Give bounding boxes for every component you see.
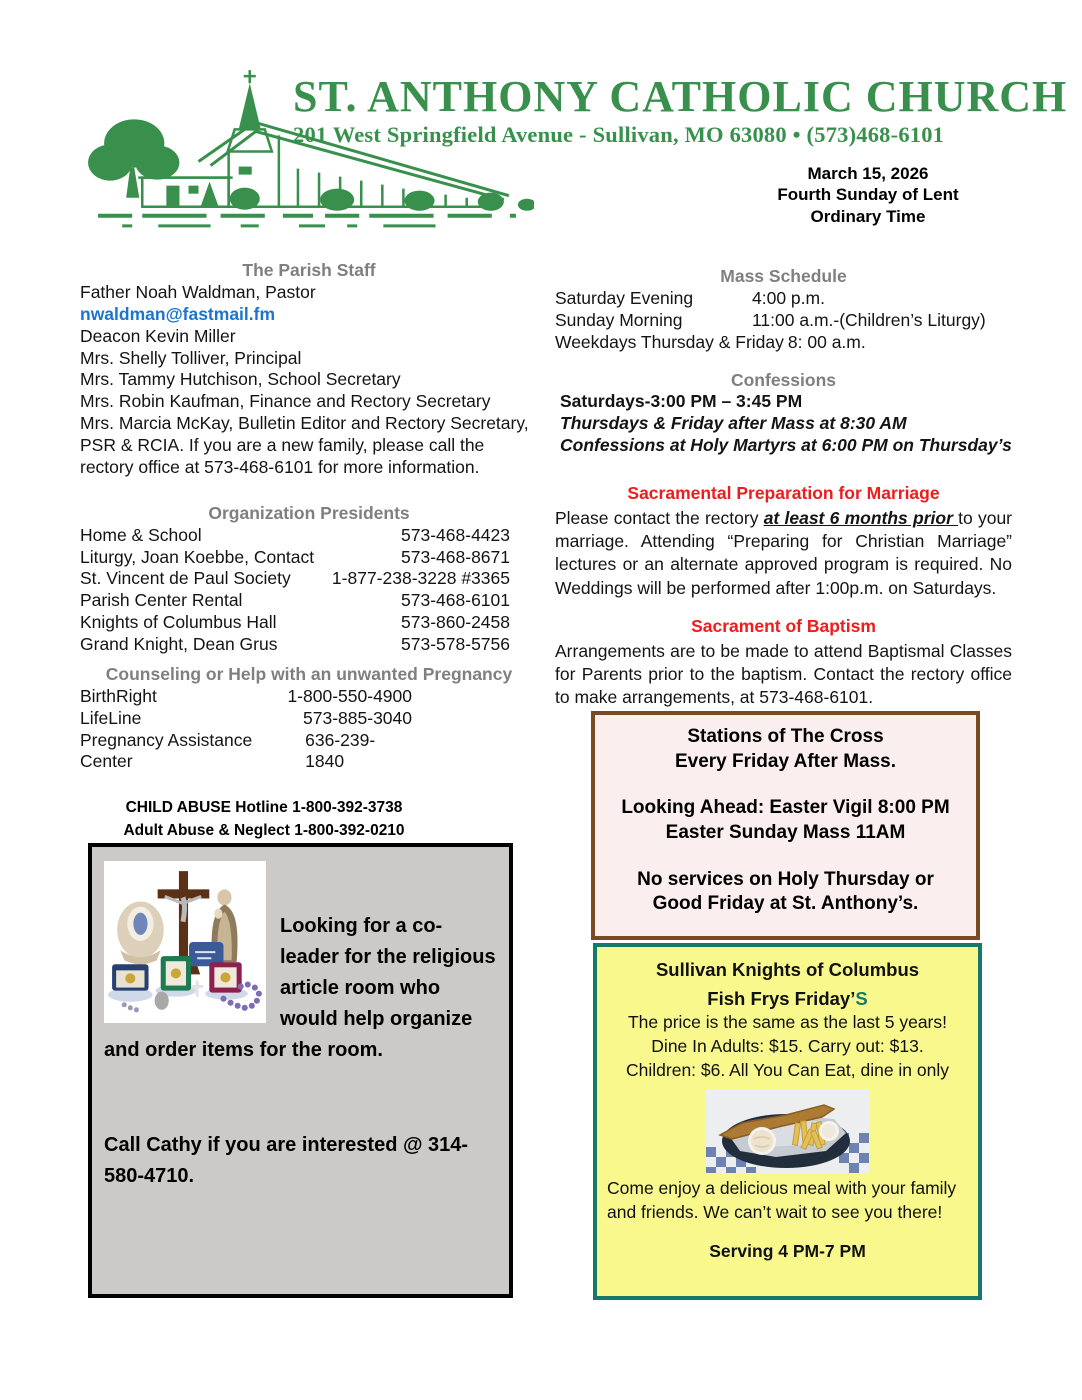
pastor-email-link[interactable]: nwaldman@fastmail.fm (80, 303, 276, 324)
org-phone: 573-860-2458 (401, 612, 510, 633)
org-phone: 573-578-5756 (401, 634, 510, 654)
staff-member: Mrs. Shelly Tolliver, Principal (80, 347, 302, 368)
mass-schedule-row (555, 288, 1012, 310)
staff-member: Mrs. Tammy Hutchison, School Secretary (80, 369, 401, 390)
counseling-phone: 1-800-550-4900 (287, 685, 412, 706)
confessions-weekday: Thursdays & Friday after Mass at 8:30 AM (560, 413, 907, 434)
contact-row (80, 525, 510, 547)
mass-time: 4:00 p.m. (752, 287, 825, 308)
org-name: Home & School (80, 524, 202, 545)
contact-row (80, 686, 412, 708)
org-presidents-heading: Organization Presidents (208, 502, 410, 523)
religious-article-notice-box (88, 843, 513, 1298)
mass-schedule-row (555, 332, 1012, 354)
fish-frys-subtitle-main: Fish Frys Friday’ (707, 988, 856, 1010)
co-leader-contact-text: Call Cathy if you are interested @ 314-580-4710. (104, 1134, 469, 1187)
fish-fry-price-line: Children: $6. All You Can Eat, dine in only (626, 1059, 949, 1080)
fish-fry-serving-time: Serving 4 PM-7 PM (709, 1241, 866, 1262)
marriage-emphasis: at least 6 months prior (763, 507, 959, 528)
fish-fry-box (593, 943, 982, 1300)
staff-pastor: Father Noah Waldman, Pastor (80, 281, 316, 302)
org-name: Knights of Columbus Hall (80, 612, 277, 633)
org-name: St. Vincent de Paul Society (80, 568, 291, 589)
no-services-line: No services on Holy Thursday or (637, 868, 934, 890)
bulletin-date-block (768, 163, 968, 227)
contact-row (80, 730, 412, 774)
counseling-name: LifeLine (80, 707, 142, 728)
org-phone: 573-468-6101 (401, 590, 510, 611)
contact-row (80, 568, 510, 590)
stations-line: Stations of The Cross (687, 726, 884, 747)
knights-of-columbus-title: Sullivan Knights of Columbus (655, 959, 920, 980)
stations-line: Every Friday After Mass. (674, 750, 897, 772)
easter-sunday-line: Easter Sunday Mass 11AM (665, 822, 906, 844)
baptism-heading: Sacrament of Baptism (691, 615, 876, 636)
staff-editor-note: Mrs. Marcia McKay, Bulletin Editor and Rectory Secretary, PSR & RCIA. If you are a new family, please call the rectory office at 573-468-6101 for more information. (80, 413, 529, 477)
confessions-heading: Confessions (730, 369, 837, 390)
fish-fry-invite-paragraph: Come enjoy a delicious meal with your family and friends. We can’t wait to see you there! (607, 1177, 957, 1222)
counseling-heading: Counseling or Help with an unwanted Pregnancy (105, 663, 513, 684)
mass-schedule-heading: Mass Schedule (720, 266, 847, 286)
church-address: 201 West Springfield Avenue - Sullivan, MO 63080 • (573)468-6101 (293, 122, 945, 148)
contact-row (80, 612, 510, 634)
fish-frys-subtitle-accent: S (855, 988, 868, 1010)
contact-row (80, 708, 412, 730)
counseling-phone: 636-239-1840 (305, 729, 376, 772)
good-friday-line: Good Friday at St. Anthony’s. (652, 893, 919, 915)
contact-row (80, 634, 510, 656)
left-column (80, 260, 538, 842)
marriage-text-before: Please contact the rectory (555, 507, 764, 528)
staff-member: Mrs. Robin Kaufman, Finance and Rectory Secretary (80, 391, 491, 412)
child-abuse-hotline: CHILD ABUSE Hotline 1-800-392-3738 (125, 799, 403, 817)
confessions-saturday: Saturdays-3:00 PM – 3:45 PM (560, 391, 803, 412)
liturgical-season: Ordinary Time (810, 206, 926, 226)
staff-member: Deacon Kevin Miller (80, 325, 236, 346)
marriage-paragraph (555, 507, 1012, 600)
mass-day: Weekdays Thursday & Friday (555, 331, 784, 352)
right-column (555, 266, 1012, 710)
org-name: Grand Knight, Dean Grus (80, 634, 278, 654)
header-title-block (293, 72, 1068, 148)
fish-fry-price-line: Dine In Adults: $15. Carry out: $13. (651, 1036, 924, 1057)
fish-fry-price-line: The price is the same as the last 5 years! (627, 1012, 948, 1033)
liturgical-feast: Fourth Sunday of Lent (777, 185, 959, 205)
church-name: ST. ANTHONY CATHOLIC CHURCH (293, 72, 1068, 121)
bulletin-date: March 15, 2026 (807, 164, 929, 183)
baptism-paragraph: Arrangements are to be made to attend Baptismal Classes for Parents prior to the baptism. Contact the rectory office to make arrangements, at 573-468-6101. (555, 640, 1012, 708)
contact-row (80, 547, 510, 569)
counseling-name: BirthRight (80, 685, 157, 706)
mass-day: Saturday Evening (555, 287, 694, 308)
marriage-heading: Sacramental Preparation for Marriage (627, 483, 940, 503)
marriage-text-after: to your marriage. Attending “Preparing for Christian Marriage” lectures or an alternate approved program is required. No Weddings will be performed after 1:00p.m. on Saturdays. (555, 507, 1012, 598)
mass-day: Sunday Morning (555, 309, 683, 330)
org-phone: 573-468-8671 (401, 546, 510, 567)
abuse-hotlines (80, 797, 448, 842)
stations-of-the-cross-box (591, 711, 980, 940)
confessions-holy-martyrs: Confessions at Holy Martyrs at 6:00 PM on Thursday’s (560, 435, 1012, 456)
fish-frys-subtitle (597, 986, 978, 1011)
fish-fry-plate-image (706, 1089, 869, 1173)
easter-vigil-line: Looking Ahead: Easter Vigil 8:00 PM (621, 797, 950, 819)
co-leader-notice-text: Looking for a co-leader for the religious article room who would help organize and order items for the room. (104, 915, 496, 1061)
org-name: Parish Center Rental (80, 590, 243, 611)
org-phone: 573-468-4423 (401, 524, 510, 545)
mass-schedule-row (555, 310, 1012, 332)
org-phone: 1-877-238-3228 #3365 (331, 568, 510, 589)
counseling-name: Pregnancy Assistance Center (80, 729, 253, 772)
mass-time: 8: 00 a.m. (787, 331, 866, 352)
religious-articles-image (104, 861, 266, 1023)
adult-abuse-hotline: Adult Abuse & Neglect 1-800-392-0210 (123, 821, 405, 839)
org-name: Liturgy, Joan Koebbe, Contact (80, 546, 315, 567)
counseling-phone: 573-885-3040 (303, 707, 412, 728)
mass-time: 11:00 a.m.-(Children’s Liturgy) (752, 309, 986, 330)
parish-staff-heading: The Parish Staff (242, 260, 376, 280)
contact-row (80, 590, 510, 612)
